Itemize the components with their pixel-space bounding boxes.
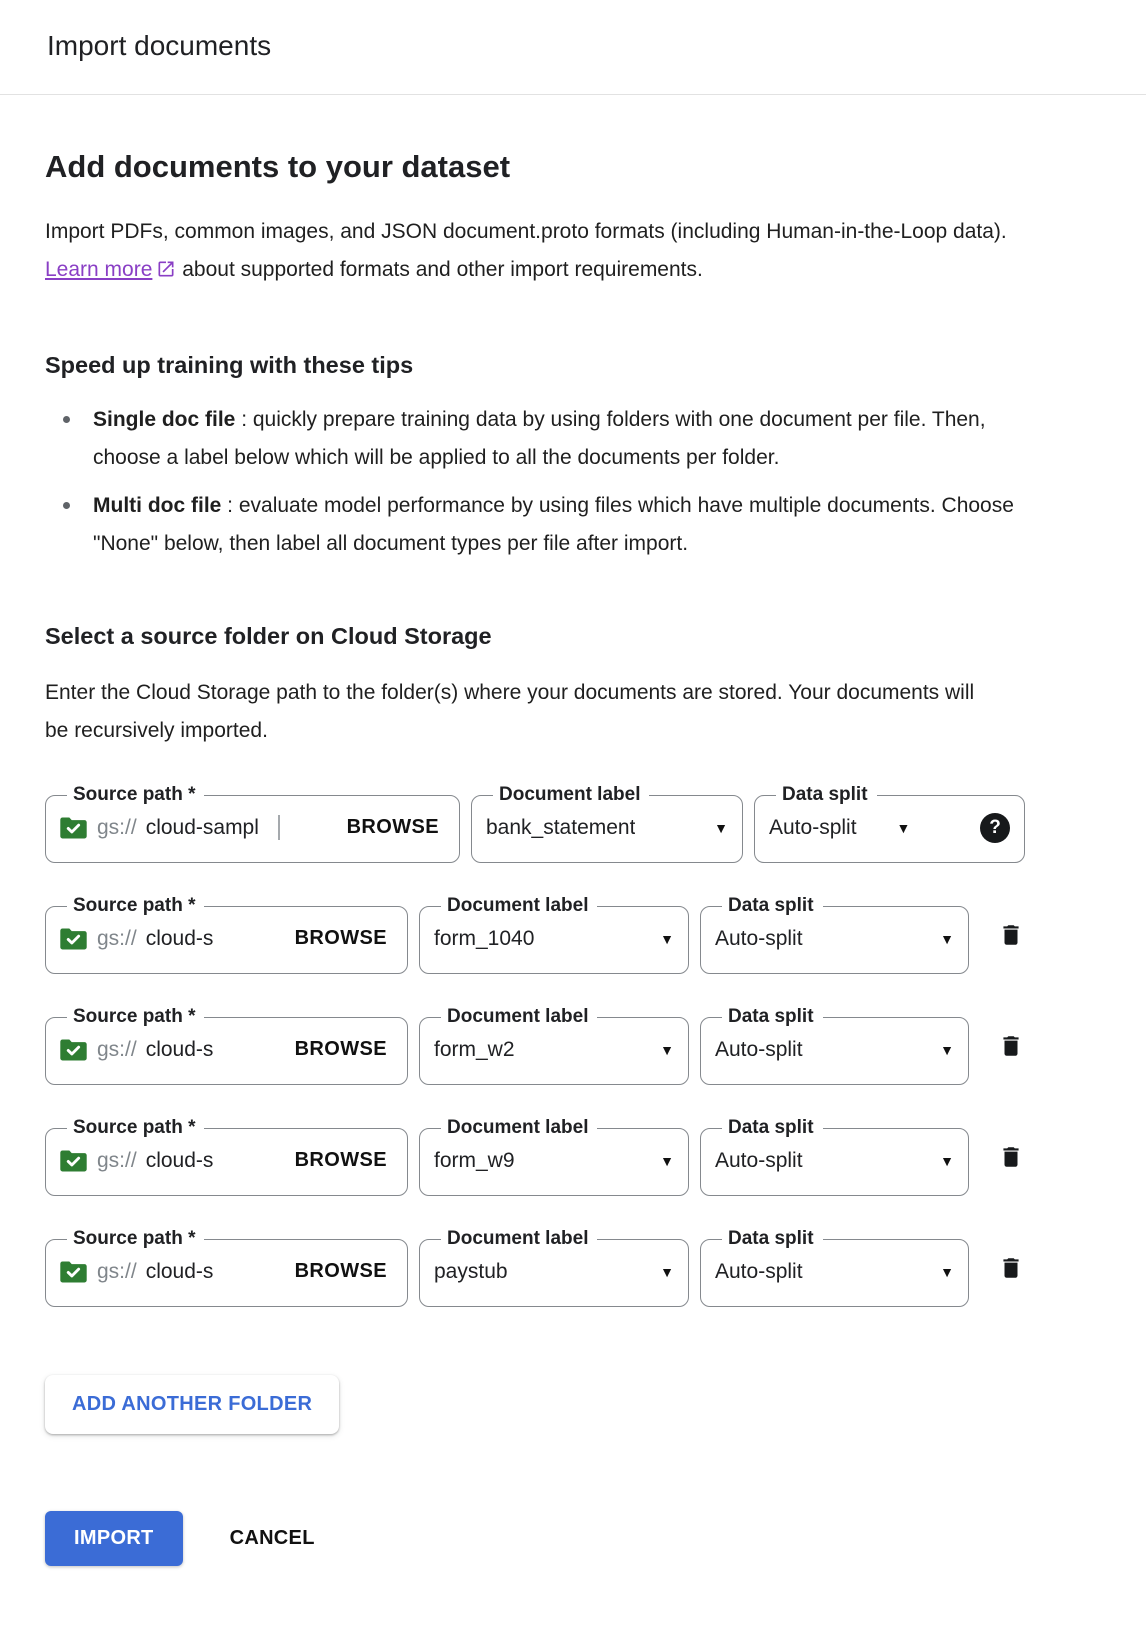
data-split-field xyxy=(700,1006,969,1085)
browse-button[interactable]: BROWSE xyxy=(289,1149,393,1172)
source-path-input[interactable] xyxy=(146,1149,226,1173)
dropdown-arrow-icon: ▼ xyxy=(660,1152,674,1169)
import-row-4 xyxy=(45,1117,1101,1196)
data-split-value: Auto-split xyxy=(715,1148,803,1172)
gs-prefix: gs:// xyxy=(97,1037,137,1061)
browse-button[interactable]: BROWSE xyxy=(289,1038,393,1061)
tips-list xyxy=(45,401,1055,563)
delete-row-button[interactable] xyxy=(994,1029,1028,1063)
document-label-value: form_w2 xyxy=(434,1037,515,1061)
source-path-input[interactable] xyxy=(146,1260,226,1284)
import-button[interactable]: IMPORT xyxy=(45,1511,183,1566)
text-cursor xyxy=(278,815,280,840)
source-path-input[interactable] xyxy=(146,1038,226,1062)
gs-prefix: gs:// xyxy=(97,926,137,950)
source-path-field xyxy=(45,1117,408,1196)
data-split-select[interactable] xyxy=(715,1139,954,1181)
import-row-5 xyxy=(45,1228,1101,1307)
tip-term: Single doc file xyxy=(93,408,236,431)
tip-single-doc xyxy=(93,401,1055,477)
source-path-label: Source path * xyxy=(73,784,196,805)
document-label-value: form_w9 xyxy=(434,1148,515,1172)
data-split-field xyxy=(700,895,969,974)
dialog-actions xyxy=(45,1511,1101,1566)
source-path-input[interactable] xyxy=(146,816,277,840)
document-label-label: Document label xyxy=(447,1117,589,1138)
intro-text-after: about supported formats and other import requirements. xyxy=(176,258,703,281)
source-path-field xyxy=(45,1006,408,1085)
source-path-field xyxy=(45,784,460,863)
source-path-input[interactable] xyxy=(146,927,226,951)
document-label-select[interactable] xyxy=(434,917,674,959)
folder-check-icon xyxy=(60,928,87,950)
document-label-field xyxy=(419,1006,689,1085)
tips-heading: Speed up training with these tips xyxy=(45,352,414,378)
source-path-label: Source path * xyxy=(73,1006,196,1027)
source-path-label: Source path * xyxy=(73,1117,196,1138)
data-split-label: Data split xyxy=(728,1006,814,1027)
data-split-value: Auto-split xyxy=(715,1259,803,1283)
data-split-label: Data split xyxy=(728,1228,814,1249)
dropdown-arrow-icon: ▼ xyxy=(714,819,728,836)
folder-check-icon xyxy=(60,1039,87,1061)
gs-prefix: gs:// xyxy=(97,1259,137,1283)
data-split-select[interactable]: Auto-split xyxy=(769,815,857,839)
source-path-label: Source path * xyxy=(73,895,196,916)
tip-text: : quickly prepare training data by using folders with one document per file. Then, choose a label below which will be applied to all the documents per folder. xyxy=(93,408,986,469)
data-split-select[interactable] xyxy=(715,917,954,959)
folder-check-icon xyxy=(60,1261,87,1283)
tip-multi-doc xyxy=(93,487,1055,563)
document-label-field xyxy=(471,784,743,863)
dialog-header xyxy=(0,0,1146,95)
tip-text: : evaluate model performance by using files which have multiple documents. Choose "None" below, then label all document types per file after import. xyxy=(93,494,1014,555)
add-another-folder-button[interactable]: ADD ANOTHER FOLDER xyxy=(45,1375,339,1434)
document-label-field xyxy=(419,895,689,974)
data-split-label: Data split xyxy=(728,895,814,916)
data-split-field xyxy=(754,784,1025,863)
document-label-label: Document label xyxy=(447,1228,589,1249)
data-split-label: Data split xyxy=(782,784,868,805)
document-label-field xyxy=(419,1228,689,1307)
import-row-1 xyxy=(45,784,1101,863)
folder-check-icon xyxy=(60,1150,87,1172)
dropdown-arrow-icon: ▼ xyxy=(940,1263,954,1280)
intro-paragraph xyxy=(45,213,1035,292)
browse-button[interactable]: BROWSE xyxy=(341,816,445,839)
dropdown-arrow-icon: ▼ xyxy=(660,1263,674,1280)
data-split-label: Data split xyxy=(728,1117,814,1138)
dropdown-arrow-icon: ▼ xyxy=(940,1152,954,1169)
help-icon[interactable]: ? xyxy=(980,813,1010,843)
dropdown-arrow-icon: ▼ xyxy=(660,930,674,947)
document-label-label: Document label xyxy=(447,1006,589,1027)
tip-term: Multi doc file xyxy=(93,494,222,517)
external-link-icon xyxy=(156,254,176,292)
document-label-select[interactable] xyxy=(434,1250,674,1292)
dialog-title: Import documents xyxy=(47,30,272,61)
delete-row-button[interactable] xyxy=(994,1140,1028,1174)
folder-check-icon xyxy=(60,817,87,839)
import-row-3 xyxy=(45,1006,1101,1085)
dropdown-arrow-icon: ▼ xyxy=(660,1041,674,1058)
dropdown-arrow-icon: ▼ xyxy=(940,1041,954,1058)
document-label-select[interactable] xyxy=(434,1028,674,1070)
source-path-field xyxy=(45,1228,408,1307)
intro-text-before: Import PDFs, common images, and JSON document.proto formats (including Human-in-the-Loop data). xyxy=(45,220,1007,243)
document-label-field xyxy=(419,1117,689,1196)
cancel-button[interactable]: CANCEL xyxy=(229,1527,315,1549)
data-split-value: Auto-split xyxy=(715,1037,803,1061)
import-form xyxy=(45,784,1101,1307)
page-title: Add documents to your dataset xyxy=(45,149,511,184)
source-section-description: Enter the Cloud Storage path to the folder(s) where your documents are stored. Your documents will be recursively imported. xyxy=(45,681,975,742)
gs-prefix: gs:// xyxy=(97,1148,137,1172)
document-label-label: Document label xyxy=(499,784,641,805)
document-label-value: bank_statement xyxy=(486,815,636,839)
document-label-value: form_1040 xyxy=(434,926,535,950)
document-label-value: paystub xyxy=(434,1259,508,1283)
source-path-label: Source path * xyxy=(73,1228,196,1249)
data-split-select[interactable] xyxy=(715,1250,954,1292)
source-path-field xyxy=(45,895,408,974)
data-split-select[interactable] xyxy=(715,1028,954,1070)
dialog-content xyxy=(0,149,1146,1626)
import-row-2 xyxy=(45,895,1101,974)
source-section-heading: Select a source folder on Cloud Storage xyxy=(45,623,492,649)
data-split-field xyxy=(700,1117,969,1196)
gs-prefix: gs:// xyxy=(97,815,137,839)
document-label-label: Document label xyxy=(447,895,589,916)
dropdown-arrow-icon: ▼ xyxy=(896,819,911,836)
data-split-value: Auto-split xyxy=(715,926,803,950)
document-label-select[interactable] xyxy=(434,1139,674,1181)
browse-button[interactable]: BROWSE xyxy=(289,927,393,950)
learn-more-link[interactable]: Learn more xyxy=(45,258,153,281)
delete-row-button[interactable] xyxy=(994,918,1028,952)
browse-button[interactable]: BROWSE xyxy=(289,1260,393,1283)
document-label-select[interactable] xyxy=(486,806,728,848)
delete-row-button[interactable] xyxy=(994,1251,1028,1285)
data-split-field xyxy=(700,1228,969,1307)
dropdown-arrow-icon: ▼ xyxy=(940,930,954,947)
